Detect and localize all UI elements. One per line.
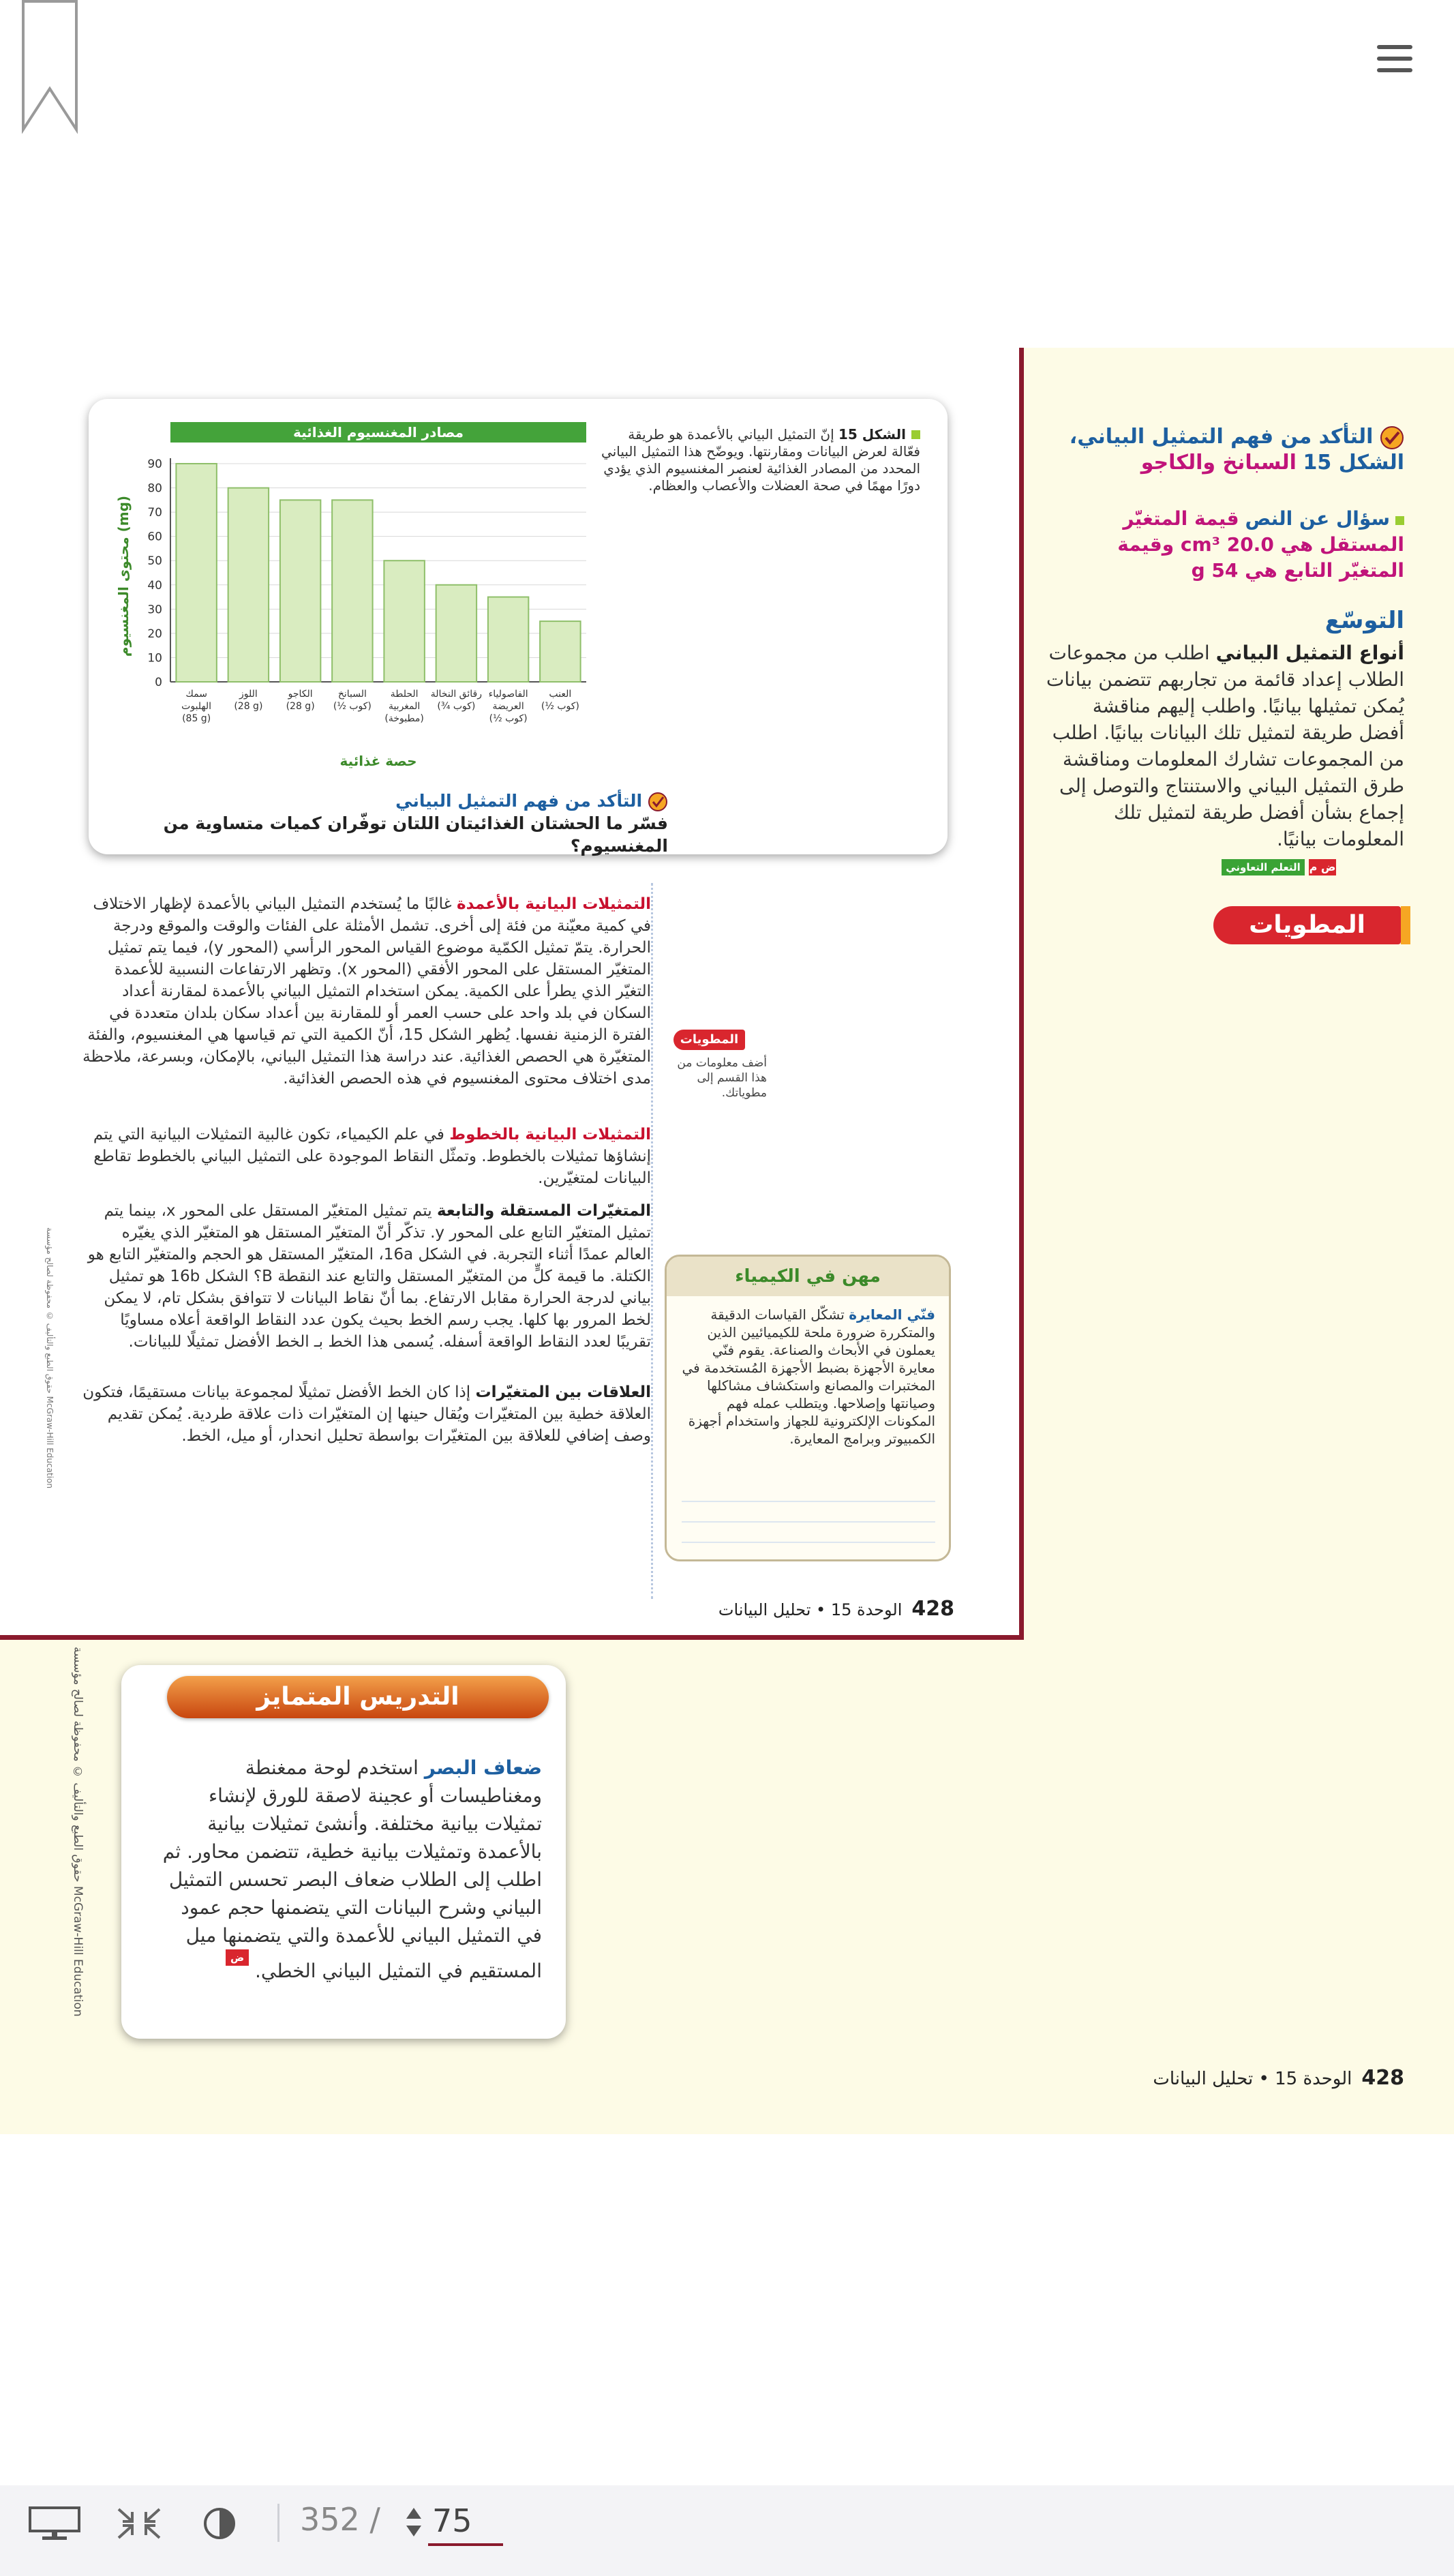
foldables-note: أضف معلومات من هذا القسم إلى مطوياتك. [677, 1056, 767, 1100]
paragraph-variables [82, 1200, 651, 1353]
column-divider [651, 883, 653, 1599]
y-tick-label: 70 [147, 506, 162, 520]
bar [436, 585, 476, 682]
copyright-vertical-teacher: حقوق الطبع والتأليف © محفوظة لصالح مؤسسة McGraw-Hill Education [71, 1647, 85, 2017]
x-tick-label: الحلطة المغربية (مطبوخة) [384, 689, 424, 724]
teacher-check-answer: السبانخ والكاجو [1140, 451, 1297, 475]
bar [488, 597, 528, 682]
bookmark-icon[interactable] [20, 0, 79, 134]
page-number-input[interactable] [428, 2498, 503, 2546]
x-tick-label: رقائق النخالة (¾ كوب) [430, 689, 482, 712]
check-question: فسّر ما الحشتان الغذائيتان اللتان توفّران كميات متساوية من المغنسيوم؟ [163, 813, 668, 856]
page-footer-text: الوحدة 15 • تحليل البيانات [718, 1600, 903, 1619]
heading-bar-graphs: التمثيلات البيانية بالأعمدة [457, 895, 651, 913]
teacher-page-text: الوحدة 15 • تحليل البيانات [1153, 2069, 1352, 2089]
diff-body: استخدم لوحة ممغنطة ومغناطيسات أو عجينة لاصقة للورق لإنشاء تمثيلات بيانية مختلفة. وأنشئ تمثيلات بيانية بالأعمدة وتمثيلات بيانية خطية، تتضمن محاور. ثم اطلب إلى الطلاب ضعاف البصر تحسس التمثيل البياني وشرح البيانات التي يتضمنها حجم عمود في التمثيل البياني للأعمدة والتي يتضمنها ميل المستقيم في التمثيل البياني الخطي. [162, 1756, 542, 1982]
bar [280, 500, 320, 682]
x-tick-label: الكاجو (28 g) [286, 689, 315, 712]
teacher-text-question [1050, 506, 1404, 584]
caption-bullet-icon [911, 430, 920, 439]
heading-variables: المتغيّرات المستقلة والتابعة [436, 1202, 651, 1220]
text-line-graphs: في علم الكيمياء، تكون غالبية التمثيلات البيانية التي يتم إنشاؤها تمثيلات بالخطوط. وتمثّل النقاط الموجودة على التمثيل البياني بالخطوط تقاطع البيانات لمتغيّرين. [93, 1126, 651, 1187]
reading-check-graph [130, 790, 668, 857]
teacher-page-footer [1104, 2066, 1404, 2090]
chart-y-label: محتوى المغنسيوم (mg) [115, 495, 132, 657]
expand-title: التوسّع [1324, 607, 1404, 634]
teacher-check-title: التأكد من فهم التمثيل البياني، الشكل 15 [1069, 425, 1404, 475]
heading-relations: العلاقات بين المتغيّرات [475, 1383, 651, 1401]
text-relations: إذا كان الخط الأفضل تمثيلًا لمجموعة بيانات مستقيمًا، فتكون العلاقة خطية بين المتغيّرات ويُقال حينها إن المتغيّرات ذات علاقة طردية. يُمكن تقديم وصف إضافي للعلاقة بين المتغيّرات بواسطة تحليل انحدار، أو ميل، الخط. [82, 1383, 651, 1445]
diff-level-tag: ض م [226, 1949, 249, 1966]
text-variables: يتم تمثيل المتغيّر المستقل على المحور x، بينما يتم تمثيل المتغيّر التابع على المحور y. تذكّر أنّ المتغيّر المستقل هو المتغيّر الذي يغيّره العالم عمدًا أثناء التجربة. في الشكل 16a، المتغيّر المستقل هو الحجم والمتغيّر التابع هو الكتلة. ما قيمة كلٍّ من المتغيّر المستقل والتابع عند النقطة B؟ الشكل 16b هو تمثيل بياني لدرجة الحرارة مقابل الارتفاع. بما أنّ نقاط البيانات لا تتوافق بشكل تام، لا يمكن لخط المرور بها كلها. يجب رسم الخط بحيث يكون عدد النقاط الواقعة أعلاه مساويًا تقريبًا لعدد النقاط الواقعة أسفله. يُسمى هذا الخط بـ الخط الأفضل تمثيلًا للبيانات. [87, 1202, 651, 1351]
paragraph-relations [82, 1381, 651, 1447]
x-tick-label: السبانخ (½ كوب) [333, 689, 372, 712]
x-tick-label: اللوز (28 g) [234, 689, 263, 712]
chart-x-label: حصة غذائية [339, 753, 417, 769]
contrast-icon[interactable] [199, 2506, 240, 2541]
bar [332, 500, 372, 682]
differentiated-instruction-title: التدريس المتمايز [167, 1676, 549, 1718]
diff-heading: ضعاف البصر [424, 1756, 542, 1779]
differentiated-instruction-text [160, 1754, 542, 1985]
question-label: سؤال عن النص [1245, 507, 1390, 530]
career-title: مهن في الكيمياء [667, 1257, 949, 1296]
question-bullet-icon [1395, 516, 1404, 525]
total-pages: 352 / [300, 2501, 380, 2538]
foldables-badge: المطويات [673, 1030, 745, 1050]
bar [384, 560, 424, 682]
bar [176, 464, 216, 682]
teacher-page-number: 428 [1361, 2066, 1404, 2090]
y-tick-label: 40 [147, 578, 162, 593]
y-tick-label: 60 [147, 530, 162, 544]
presentation-icon[interactable] [27, 2506, 82, 2541]
check-mark-icon [648, 792, 668, 812]
copyright-vertical: حقوق الطبع والتأليف © محفوظة لصالح مؤسسة McGraw-Hill Education [45, 1227, 55, 1488]
expand-heading: أنواع التمثيل البياني [1215, 642, 1404, 664]
paragraph-bar-graphs [82, 893, 651, 1090]
page-footer [586, 1597, 954, 1621]
y-tick-label: 30 [147, 603, 162, 617]
y-tick-label: 50 [147, 554, 162, 569]
y-tick-label: 80 [147, 481, 162, 496]
x-tick-label: الفاصولياء العريضة (½ كوب) [488, 689, 528, 724]
y-tick-label: 10 [147, 651, 162, 665]
toolbar-separator [277, 2504, 279, 2542]
bar [228, 488, 269, 682]
career-text [682, 1306, 935, 1448]
check-mark-icon [1380, 425, 1404, 450]
hamburger-menu-icon[interactable] [1370, 38, 1419, 79]
heading-line-graphs: التمثيلات البيانية بالخطوط [449, 1126, 651, 1143]
level-tag: ض م [1309, 859, 1336, 875]
teacher-check [1036, 424, 1404, 476]
figure-label: الشكل 15 [838, 426, 906, 443]
career-body: تشكّل القياسات الدقيقة والمتكررة ضرورة ملحة للكيميائيين الذين يعملون في الأبحاث والصناعة. يقوم فنّي معايرة الأجهزة بضبط الأجهزة المُستخدمة في المختبرات والمصانع واستكشاف مشاكلها وصيانتها وإصلاحها. ويتطلب عمله فهم المكونات الإلكترونية للجهاز واستخدام أجهزة الكمبيوتر وبرامج المعايرة. [682, 1306, 935, 1447]
x-tick-label: سمك الهلبوت (85 g) [181, 689, 212, 724]
text-bar-graphs: غالبًا ما يُستخدم التمثيل البياني بالأعمدة لإظهار الاختلاف في كمية معيّنة من فئة إلى أخرى. تشمل الأمثلة على الفئات والوقت والموقع ودرجة الحرارة. يتمّ تمثيل الكمّية موضوع القياس المحور الرأسي (المحور y)، فيما يتم تمثيل المتغيّر المستقل على المحور الأفقي (المحور x). وتظهر الارتفاعات النسبية للأعمدة التغيّر الذي يطرأ على الكمية. يمكن استخدام التمثيل البياني بالأعمدة لمقارنة أعداد السكان في بلد واحد على حسب العمر أو للمقارنة بين أعداد سكان بلدان متعددة في الفترة الزمنية نفسها. يُظهر الشكل 15، أنّ الكمية التي تم قياسها هي المغنسيوم، والفئة المتغيّرة هي الحصص الغذائية. عند دراسة هذا التمثيل البياني، بالإمكان، وبسرعة، ملاحظة مدى اختلاف محتوى المغنسيوم في هذه الحصص الغذائية. [82, 895, 651, 1088]
note-line [682, 1542, 935, 1543]
figure-caption [600, 426, 920, 494]
expand-text: اطلب من مجموعات الطلاب إعداد قائمة من تجاربهم تتضمن بيانات يُمكن تمثيلها بيانيًا. واطلب إليهم مناقشة أفضل طريقة لتمثيل تلك البيانات بيانيًا. اطلب من المجموعات تشارك المعلومات ومناقشة طرق التمثيل البياني والاستنتاج والتوصل إلى إجماع بشأن أفضل طريقة لتمثيل تلك المعلومات بيانيًا. [1046, 642, 1404, 850]
note-line [682, 1521, 935, 1523]
collapse-icon[interactable] [115, 2506, 164, 2541]
career-box [665, 1255, 951, 1561]
x-tick-label: العنب (½ كوب) [541, 689, 579, 712]
paragraph-line-graphs [82, 1124, 651, 1189]
page-spinner-icon[interactable] [402, 2502, 425, 2542]
chart-title: مصادر المغنسيوم الغذائية [292, 424, 464, 440]
career-heading: فنّي المعايرة [849, 1306, 935, 1323]
bar [540, 621, 580, 682]
question-answer: قيمة المتغيّر المستقل هي 20.0 cm³ وقيمة المتغيّر التابع هي 54 g [1117, 507, 1404, 582]
y-tick-label: 0 [155, 676, 162, 689]
foldables-banner: المطويات [1213, 906, 1401, 944]
cooperative-learning-tag: التعلم التعاوني [1222, 859, 1305, 875]
y-tick-label: 20 [147, 627, 162, 641]
page-number: 428 [911, 1597, 954, 1621]
expand-body [1043, 640, 1404, 852]
note-line [682, 1501, 935, 1502]
y-tick-label: 90 [147, 458, 162, 471]
figure-caption-text: إنّ التمثيل البياني بالأعمدة هو طريقة فعّالة لعرض البيانات ومقارنتها. ويوضّح هذا التمثيل البياني المحدد من المصادر الغذائية لعنصر المغنسيوم الذي يؤدي دورًا مهمًا في صحة العضلات والأعصاب والعظام. [601, 426, 920, 494]
check-title: التأكد من فهم التمثيل البياني [395, 791, 643, 811]
